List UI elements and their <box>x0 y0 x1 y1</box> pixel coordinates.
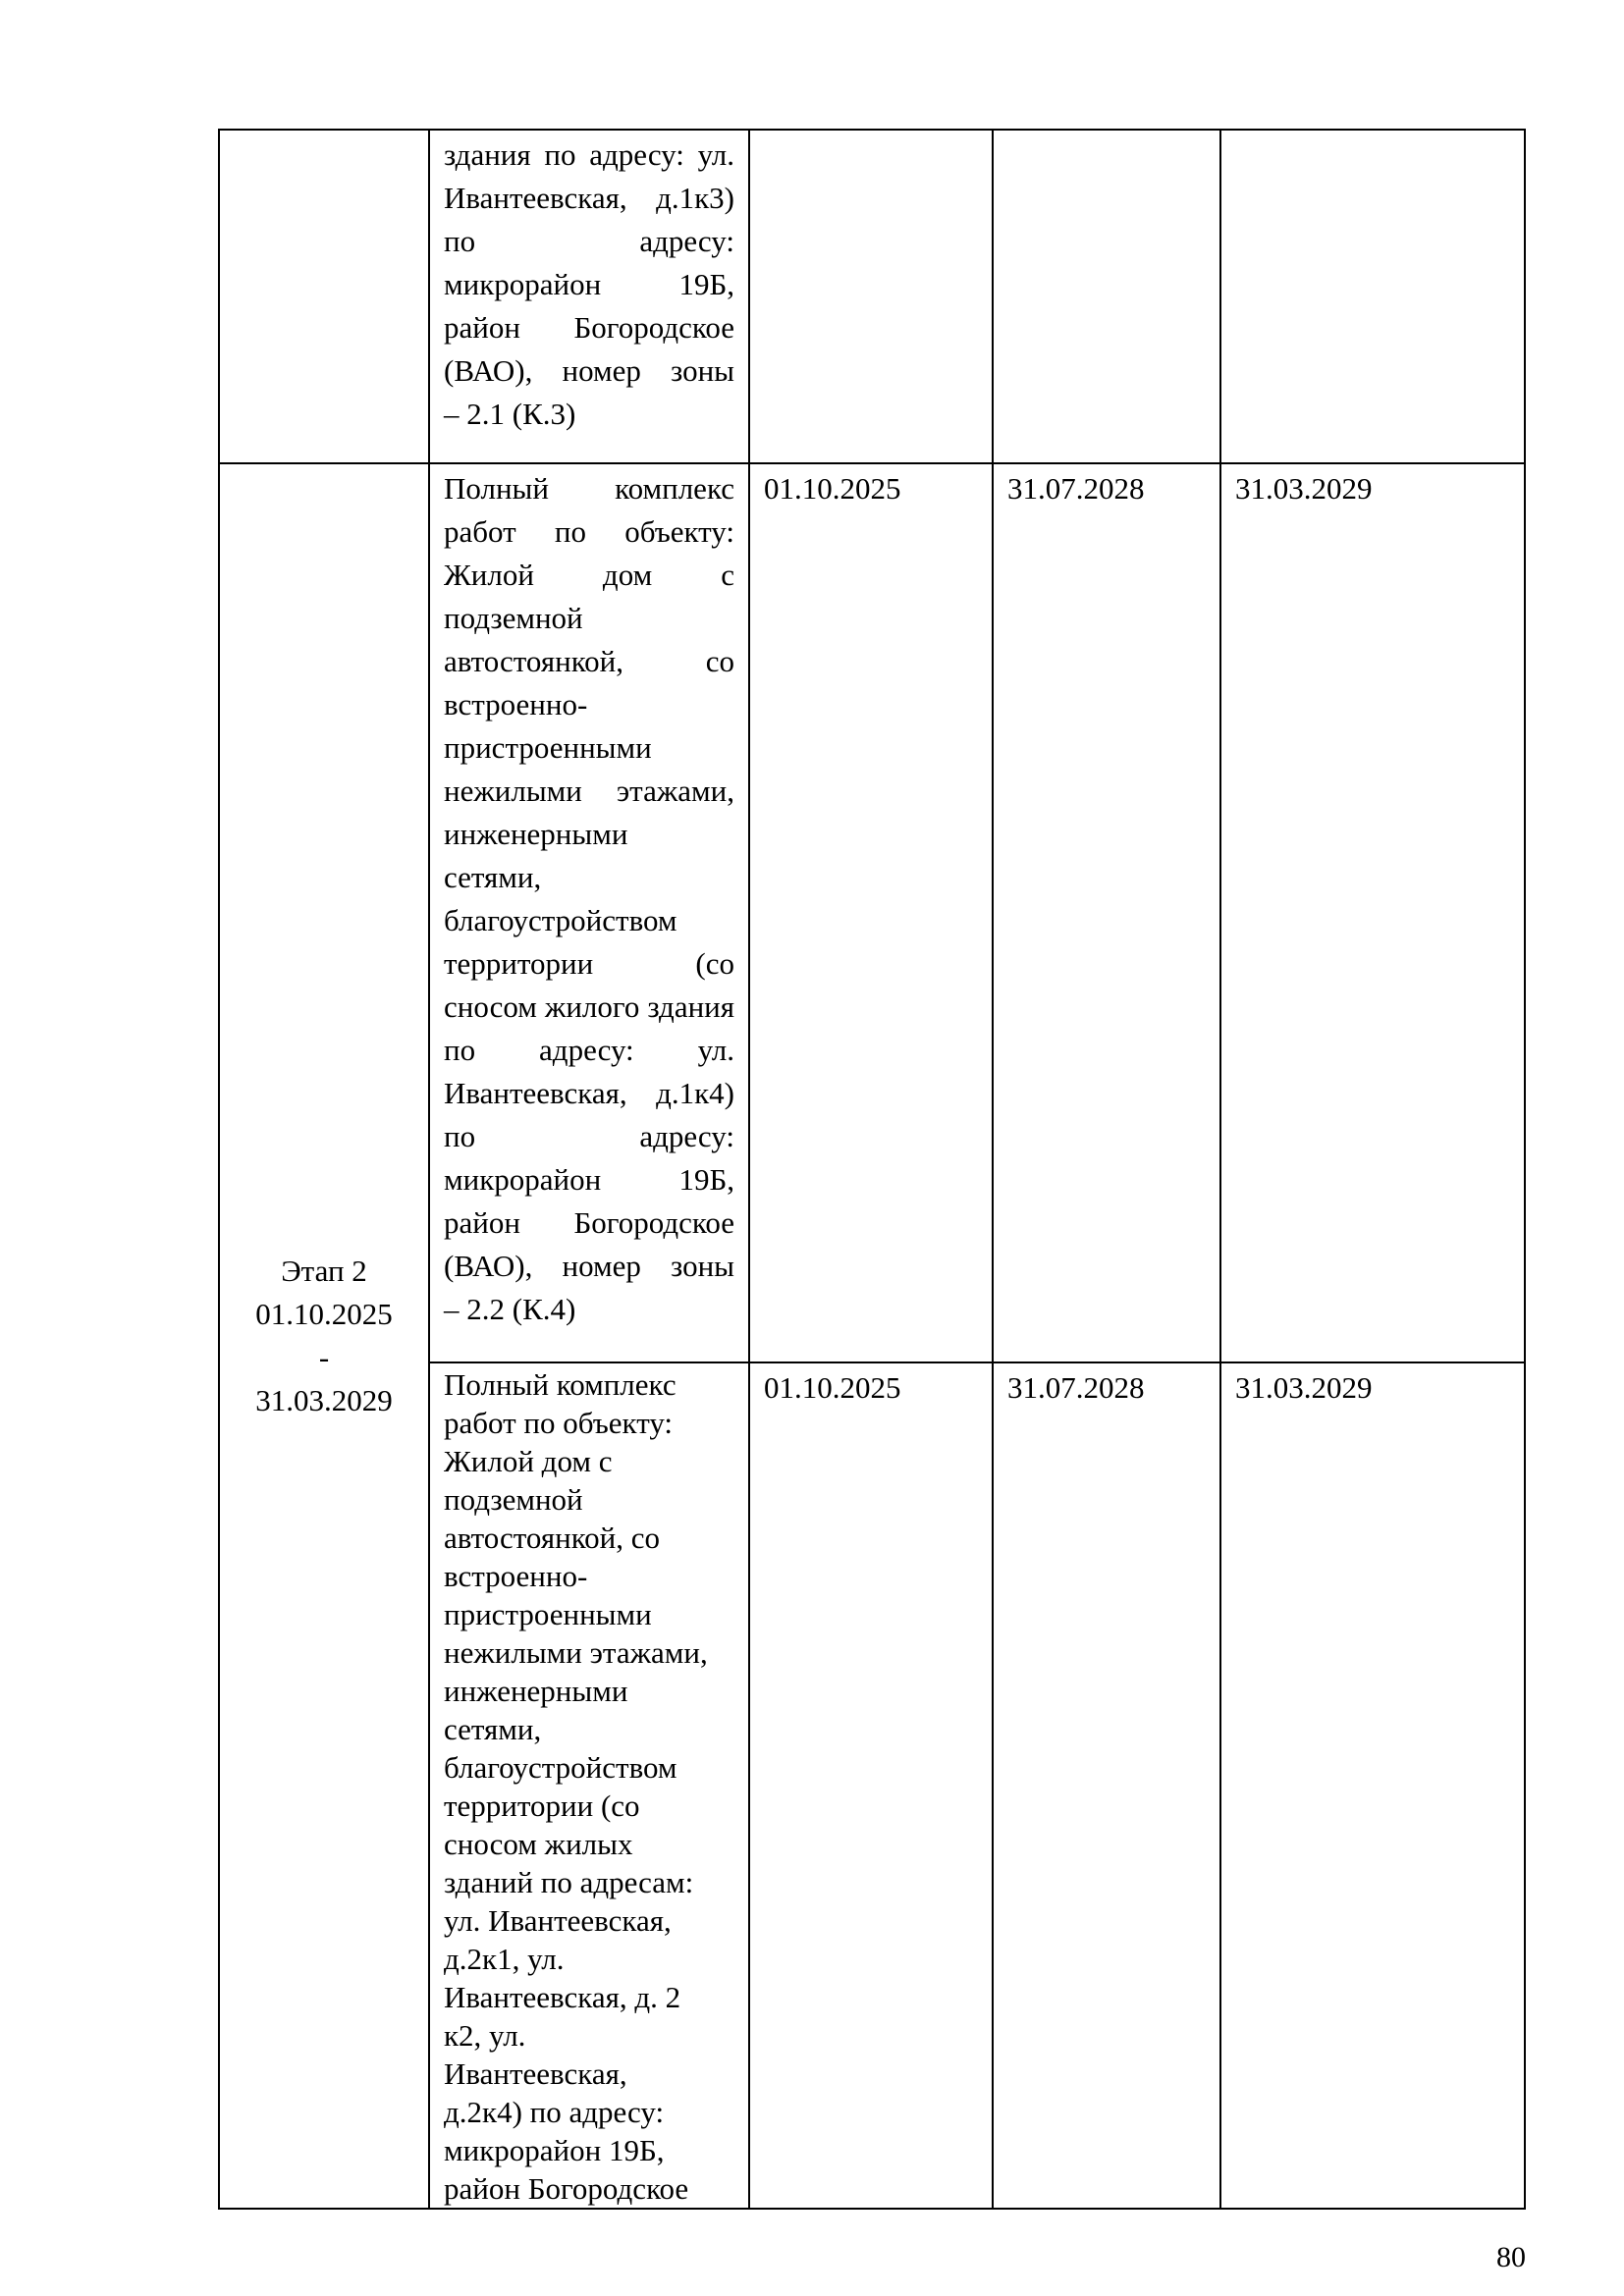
stage-end-date: 31.03.2029 <box>255 1383 393 1417</box>
description-line: Полный комплекс <box>444 471 734 506</box>
description-line: ул. Ивантеевская, <box>444 1903 672 1938</box>
description-cell <box>429 130 749 463</box>
stage-start-date: 01.10.2025 <box>255 1297 393 1331</box>
mid-date-cell <box>993 463 1220 1362</box>
end-date: 31.03.2029 <box>1235 471 1373 506</box>
description-line: д.1к4) по адресу: <box>444 1076 734 1153</box>
description-line: сетями, <box>444 860 542 894</box>
description-text <box>430 131 748 436</box>
end-date-cell <box>1220 463 1525 1362</box>
start-date-cell <box>749 1362 993 2209</box>
description-line: зданий по адресам: <box>444 1865 694 1899</box>
description-line: (ВАО), номер зоны <box>444 353 734 388</box>
start-date-cell <box>749 130 993 463</box>
description-line: район Богородское <box>444 2171 689 2206</box>
description-line: микрорайон 19Б, <box>444 2133 665 2167</box>
description-line: здания по адресу: <box>444 137 684 172</box>
page-number: 80 <box>1496 2241 1526 2273</box>
description-line: Полный комплекс <box>444 1367 677 1402</box>
description-line: подземной <box>444 1482 583 1517</box>
stage-separator: - <box>318 1340 330 1374</box>
description-line: встроенно- <box>444 687 588 721</box>
description-line: микрорайон 19Б, <box>444 1162 734 1197</box>
mid-date-cell <box>993 1362 1220 2209</box>
mid-date: 31.07.2028 <box>1007 471 1145 506</box>
mid-date: 31.07.2028 <box>1007 1370 1145 1405</box>
description-line: автостоянкой, со <box>444 644 734 678</box>
description-cell <box>429 1362 749 2209</box>
table-row <box>219 463 1525 1362</box>
description-line: Ивантеевская, д. 2 <box>444 1980 681 2014</box>
description-line: – 2.1 (К.3) <box>444 397 576 431</box>
description-line: здания по адресу: <box>444 989 735 1067</box>
description-text <box>430 1363 748 2208</box>
description-line: сносом жилых <box>444 1827 633 1861</box>
description-line: работ по объекту: <box>444 514 734 549</box>
description-line: ул. Ивантеевская, <box>444 1033 734 1110</box>
description-line: инженерными <box>444 1674 628 1708</box>
description-line: нежилыми этажами, <box>444 1635 708 1670</box>
description-line: Жилой дом с <box>444 558 734 592</box>
description-line: благоустройством <box>444 903 677 937</box>
description-text <box>430 464 748 1331</box>
description-line: д.1к3) по адресу: <box>444 181 734 258</box>
description-line: подземной <box>444 601 583 635</box>
stage-cell <box>219 463 429 2209</box>
end-date-cell <box>1220 1362 1525 2209</box>
start-date: 01.10.2025 <box>764 1370 901 1405</box>
description-line: район Богородское <box>444 1205 734 1240</box>
table-row <box>219 130 1525 463</box>
description-line: пристроенными <box>444 1597 652 1631</box>
description-line: ул. Ивантеевская, <box>444 137 734 215</box>
description-line: д.2к1, ул. <box>444 1942 565 1976</box>
description-line: сетями, <box>444 1712 542 1746</box>
description-line: работ по объекту: <box>444 1406 674 1440</box>
description-line: к2, ул. <box>444 2018 526 2053</box>
description-line: микрорайон 19Б, <box>444 267 734 301</box>
end-date-cell <box>1220 130 1525 463</box>
description-line: Ивантеевская, <box>444 2056 627 2091</box>
description-line: территории (со <box>444 946 734 981</box>
description-line: – 2.2 (К.4) <box>444 1292 576 1326</box>
description-line: район Богородское <box>444 310 734 345</box>
description-line: встроенно- <box>444 1559 588 1593</box>
description-line: пристроенными <box>444 730 652 765</box>
mid-date-cell <box>993 130 1220 463</box>
description-line: (ВАО), номер зоны <box>444 1249 734 1283</box>
start-date-cell <box>749 463 993 1362</box>
description-line: д.2к4) по адресу: <box>444 2095 665 2129</box>
description-line: Жилой дом с <box>444 1444 613 1478</box>
stage-cell-empty <box>219 130 429 463</box>
start-date: 01.10.2025 <box>764 471 901 506</box>
description-line: благоустройством <box>444 1750 677 1785</box>
description-line: сносом жилого <box>444 989 640 1024</box>
description-line: инженерными <box>444 817 628 851</box>
stage-title: Этап 2 <box>281 1254 367 1288</box>
description-line: автостоянкой, со <box>444 1521 661 1555</box>
description-line: нежилыми этажами, <box>444 774 734 808</box>
schedule-table <box>218 129 1526 2210</box>
description-cell <box>429 463 749 1362</box>
end-date: 31.03.2029 <box>1235 1370 1373 1405</box>
description-line: территории (со <box>444 1789 640 1823</box>
